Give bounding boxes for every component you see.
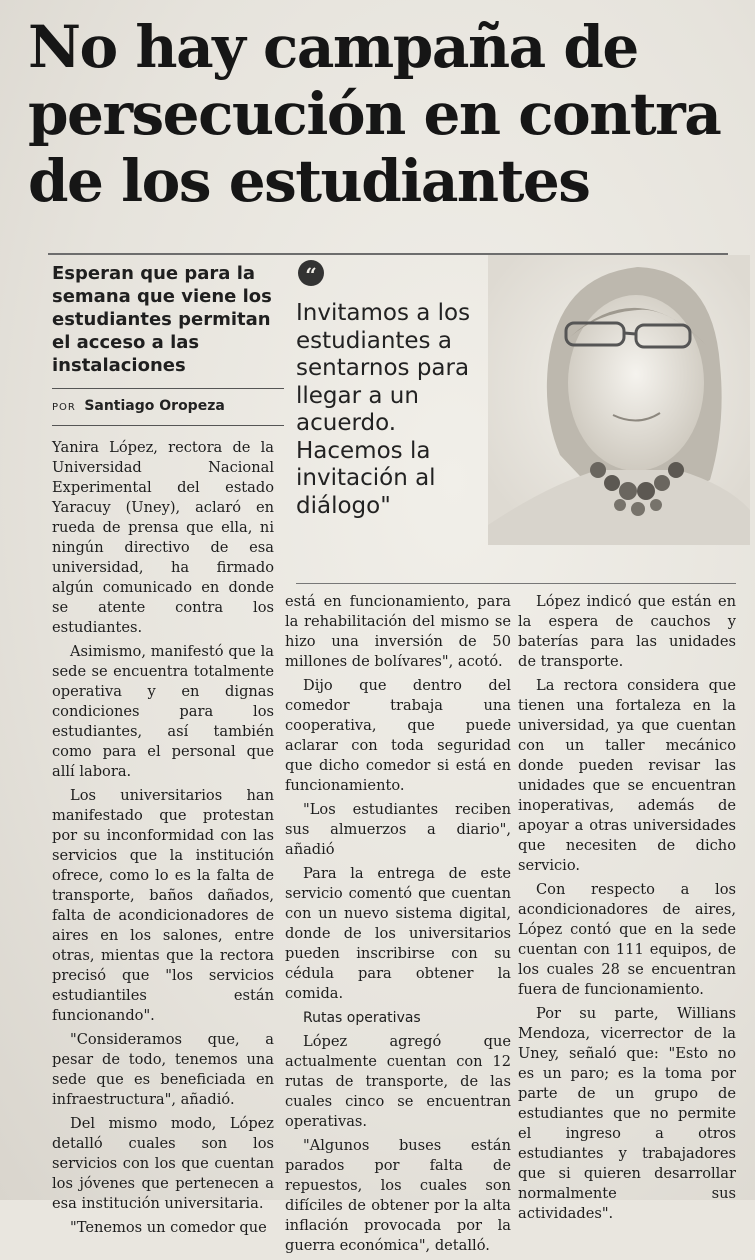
divider <box>52 388 284 389</box>
paragraph: Dijo que dentro del comedor trabaja una cooperativa, que puede aclarar con toda seguridad que dicho comedor si está en funcionamiento. <box>285 677 511 794</box>
paragraph: "Algunos buses están parados por falta de repuestos, los cuales son difíciles de obtener por la alta inflación provocada por la guerra económica", detalló. <box>285 1137 511 1254</box>
byline <box>52 398 292 414</box>
subheadline: Esperan que para la semana que viene los estudiantes permitan el acceso a las instalaciones <box>52 263 272 376</box>
byline-author: Santiago Oropeza <box>84 398 225 414</box>
headline-line: de los estudiantes <box>28 147 590 215</box>
paragraph: Con respecto a los acondicionadores de aires, López contó que en la sede cuentan con 111 equipos, de los cuales 28 se encuentran fuera de funcionamiento. <box>518 881 736 998</box>
headline-line: persecución en contra <box>28 80 721 148</box>
article-column-3 <box>518 592 736 1228</box>
paragraph: "Los estudiantes reciben sus almuerzos a diario", añadió <box>285 801 511 858</box>
section-heading: Rutas operativas <box>303 1010 421 1026</box>
headline-line: No hay campaña de <box>28 13 638 81</box>
paragraph: Del mismo modo, López detalló cuales son los servicios con los que cuentan los jóvenes que pertenecen a esa institución universitaria. <box>52 1115 274 1212</box>
paragraph: Por su parte, Willians Mendoza, vicerrector de la Uney, señaló que: "Esto no es un paro; es la toma por parte de un grupo de estudiantes que no permite el ingreso a otros estudiantes y trabajadores que si quieren desarrollar normalmente sus actividades". <box>518 1005 736 1222</box>
paragraph: Para la entrega de este servicio comentó que cuentan con un nuevo sistema digital, donde de los universitarios pueden inscribirse con su cédula para obtener la comida. <box>285 865 511 1002</box>
quote-mark-icon: “ <box>298 260 324 286</box>
paragraph: Los universitarios han manifestado que protestan por su inconformidad con las servicios que la institución ofrece, como lo es la falta de transporte, baños dañados, falta de acondicionadores de aires en los salones, entre otras, mientas que la rectora precisó que "los servicios estudiantiles están funcionando". <box>52 787 274 1024</box>
paragraph: La rectora considera que tienen una fortaleza en la universidad, ya que cuentan con un taller mecánico donde pueden revisar las unidades que se encuentran inoperativas, además de apoyar a otras universidades que necesiten de dicho servicio. <box>518 677 736 874</box>
article-column-2 <box>285 592 511 1260</box>
headline <box>28 14 728 215</box>
paragraph: "Tenemos un comedor que <box>70 1219 267 1236</box>
divider <box>296 583 736 584</box>
divider <box>52 425 284 426</box>
paragraph: López indicó que están en la espera de cauchos y baterías para las unidades de transporte. <box>518 593 736 670</box>
paragraph: Asimismo, manifestó que la sede se encuentra totalmente operativa y en dignas condiciones para los estudiantes, así también como para el personal que allí labora. <box>52 643 274 780</box>
byline-prefix: POR <box>52 402 76 413</box>
pull-quote: Invitamos a los estudiantes a sentarnos para llegar a un acuerdo. Hacemos la invitación al diálogo" <box>296 300 471 519</box>
paragraph: Yanira López, rectora de la Universidad Nacional Experimental del estado Yaracuy (Uney), aclaró en rueda de prensa que ella, ni ningún directivo de esa universidad, ha firmado algún comunicado en donde se atente contra los estudiantes. <box>52 439 274 636</box>
rector-photo <box>488 255 750 545</box>
paragraph: "Consideramos que, a pesar de todo, tenemos una sede que es beneficiada en infraestructura", añadió. <box>52 1031 274 1108</box>
paragraph: está en funcionamiento, para la rehabilitación del mismo se hizo una inversión de 50 millones de bolívares", acotó. <box>285 593 511 670</box>
paragraph: López agregó que actualmente cuentan con 12 rutas de transporte, de las cuales cinco se encuentran operativas. <box>285 1033 511 1130</box>
article-column-1 <box>52 438 274 1242</box>
